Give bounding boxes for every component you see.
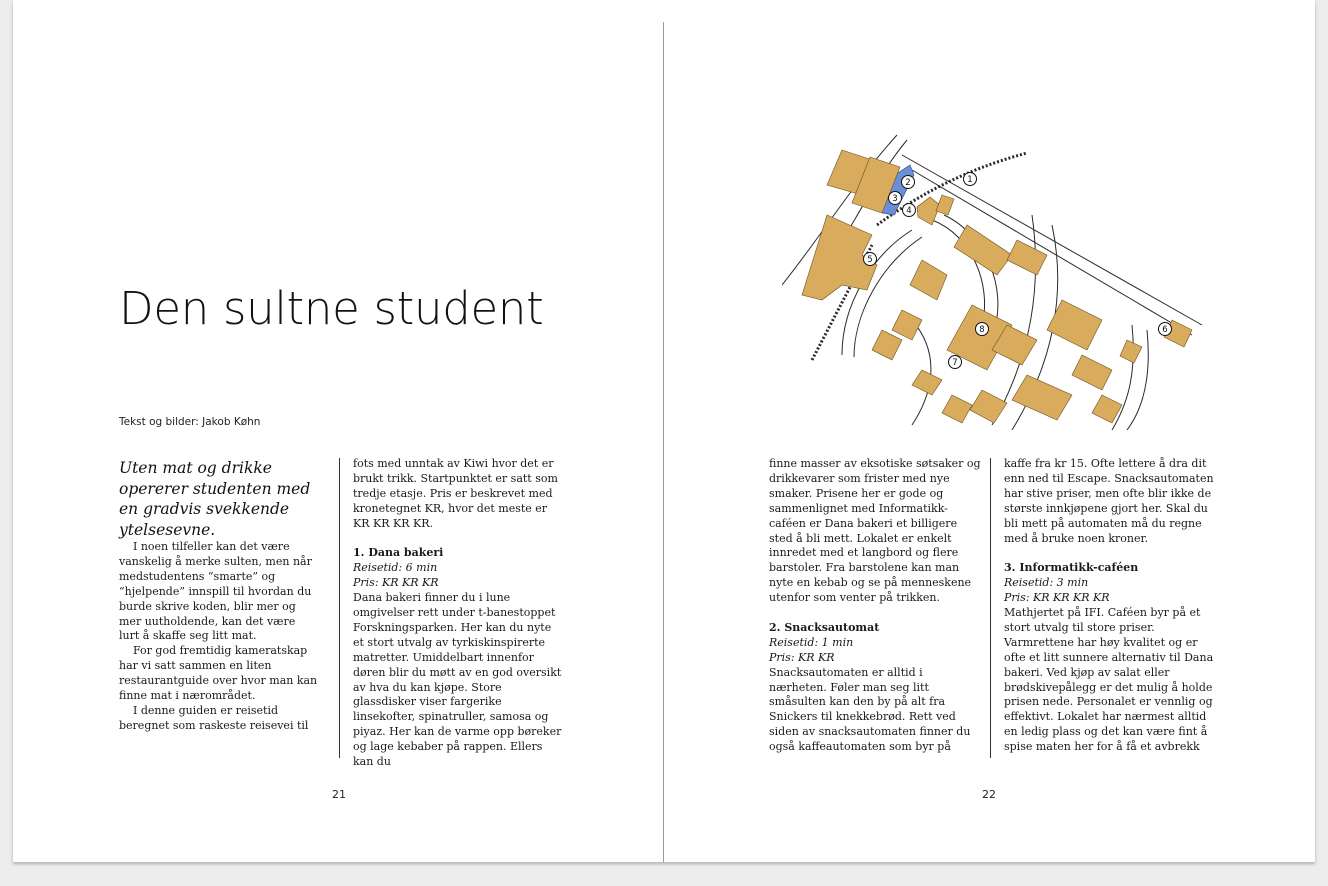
svg-text:7: 7 [952, 358, 958, 368]
article-title: Den sultne student [119, 282, 544, 335]
book-spread [13, 0, 1315, 862]
map-marker [889, 192, 902, 205]
left-column-1 [119, 458, 319, 734]
svg-text:2: 2 [905, 178, 911, 188]
section-heading: 2. Snacksautomat [769, 620, 880, 634]
price-rating: Pris: KR KR [769, 650, 835, 664]
left-page [13, 0, 664, 862]
campus-map [782, 125, 1222, 430]
svg-text:5: 5 [867, 255, 873, 265]
page-number: 21 [332, 788, 346, 801]
body-paragraph: I noen tilfeller kan det være vanskelig å merke sulten, men når medstudentens “smarte” og “hjelpende” innspill til hvordan du burde skrive koden, blir mer og mer uutholdende, kan det være lurt å skaffe seg litt mat. [119, 540, 312, 643]
map-marker [902, 176, 915, 189]
section-snacksautomat [769, 621, 981, 755]
travel-time: Reisetid: 3 min [1004, 576, 1089, 590]
section-heading: 3. Informatikk-caféen [1004, 561, 1139, 575]
byline: Tekst og bilder: Jakob Køhn [119, 416, 261, 428]
right-column-1 [769, 457, 981, 755]
map-marker [864, 253, 877, 266]
lead-paragraph: Uten mat og drikke opererer studenten med en gradvis svekkende ytelsesevne. [119, 459, 311, 539]
column-rule [339, 458, 340, 758]
section-body: Snacksautomaten er alltid i nærheten. Føler man seg litt småsulten kan den by på alt fra Snickers til knekkebrød. Rett ved siden av snacksautomaten finner du også kaffeautomaten som byr på [769, 665, 971, 754]
map-marker [1159, 323, 1172, 336]
right-page [664, 0, 1315, 862]
svg-text:4: 4 [906, 206, 912, 216]
body-paragraph: kaffe fra kr 15. Ofte lettere å dra dit enn ned til Escape. Snacksautomaten har stive priser, men ofte blir ikke de største innkjøpene gjort her. Skal du bli mett på automaten må du regne med å bruke noen kroner. [1004, 457, 1214, 545]
section-heading: 1. Dana bakeri [353, 546, 444, 560]
svg-text:1: 1 [967, 175, 973, 185]
body-paragraph: finne masser av eksotiske søtsaker og drikkevarer som frister med nye smaker. Prisene her er gode og sammenlignet med Informatikk-caféen er Dana bakeri et billigere sted å bli mett. Lokalet er enkelt innredet med et langbord og flere barstoler. Fra barstolene kan man nyte en kebab og se på menneskene utenfor som venter på trikken. [769, 457, 981, 605]
svg-text:3: 3 [892, 194, 898, 204]
body-paragraph: For god fremtidig kameratskap har vi satt sammen en liten restaurantguide over hvor man kan finne mat i nærområdet. [119, 644, 318, 703]
map-marker [964, 173, 977, 186]
column-rule [990, 458, 991, 758]
price-rating: Pris: KR KR KR [353, 576, 439, 590]
body-paragraph: I denne guiden er reisetid beregnet som raskeste reisevei til [119, 703, 309, 732]
travel-time: Reisetid: 1 min [769, 635, 854, 649]
page-number: 22 [982, 788, 996, 801]
section-dana-bakeri [353, 546, 565, 770]
map-marker [976, 323, 989, 336]
section-body: Mathjertet på IFI. Caféen byr på et stort utvalg til store priser. Varmrettene har høy kvalitet og er ofte et litt sunnere alternativ til Dana bakeri. Ved kjøp av salat eller brødskivepålegg er det mulig å holde prisen nede. Personalet er vennlig og effektivt. Lokalet har nærmest alltid en ledig plass og det kan være fint å spise maten her for å få et avbrekk [1004, 606, 1214, 754]
travel-time: Reisetid: 6 min [353, 561, 438, 575]
right-column-2 [1004, 457, 1216, 755]
left-column-2 [353, 457, 565, 770]
price-rating: Pris: KR KR KR KR [1004, 591, 1110, 605]
map-marker [903, 204, 916, 217]
section-informatikk-cafeen [1004, 561, 1216, 755]
svg-text:8: 8 [979, 325, 985, 335]
body-paragraph: fots med unntak av Kiwi hvor det er brukt trikk. Startpunktet er satt som tredje etasje. Pris er beskrevet med kronetegnet KR, hvor det meste er KR KR KR KR. [353, 457, 558, 530]
svg-text:6: 6 [1162, 325, 1168, 335]
section-body: Dana bakeri finner du i lune omgivelser rett under t-banestoppet Forskningsparken. Her kan du nyte et stort utvalg av tyrkiskinspirerte matretter. Umiddelbart innenfor døren blir du møtt av en god oversikt av hva du kan kjøpe. Store glassdisker viser fargerike linsekofter, spinatruller, samosa og piyaz. Her kan de varme opp børeker og lage kebaber på rappen. Ellers kan du [353, 591, 562, 769]
map-marker [949, 356, 962, 369]
